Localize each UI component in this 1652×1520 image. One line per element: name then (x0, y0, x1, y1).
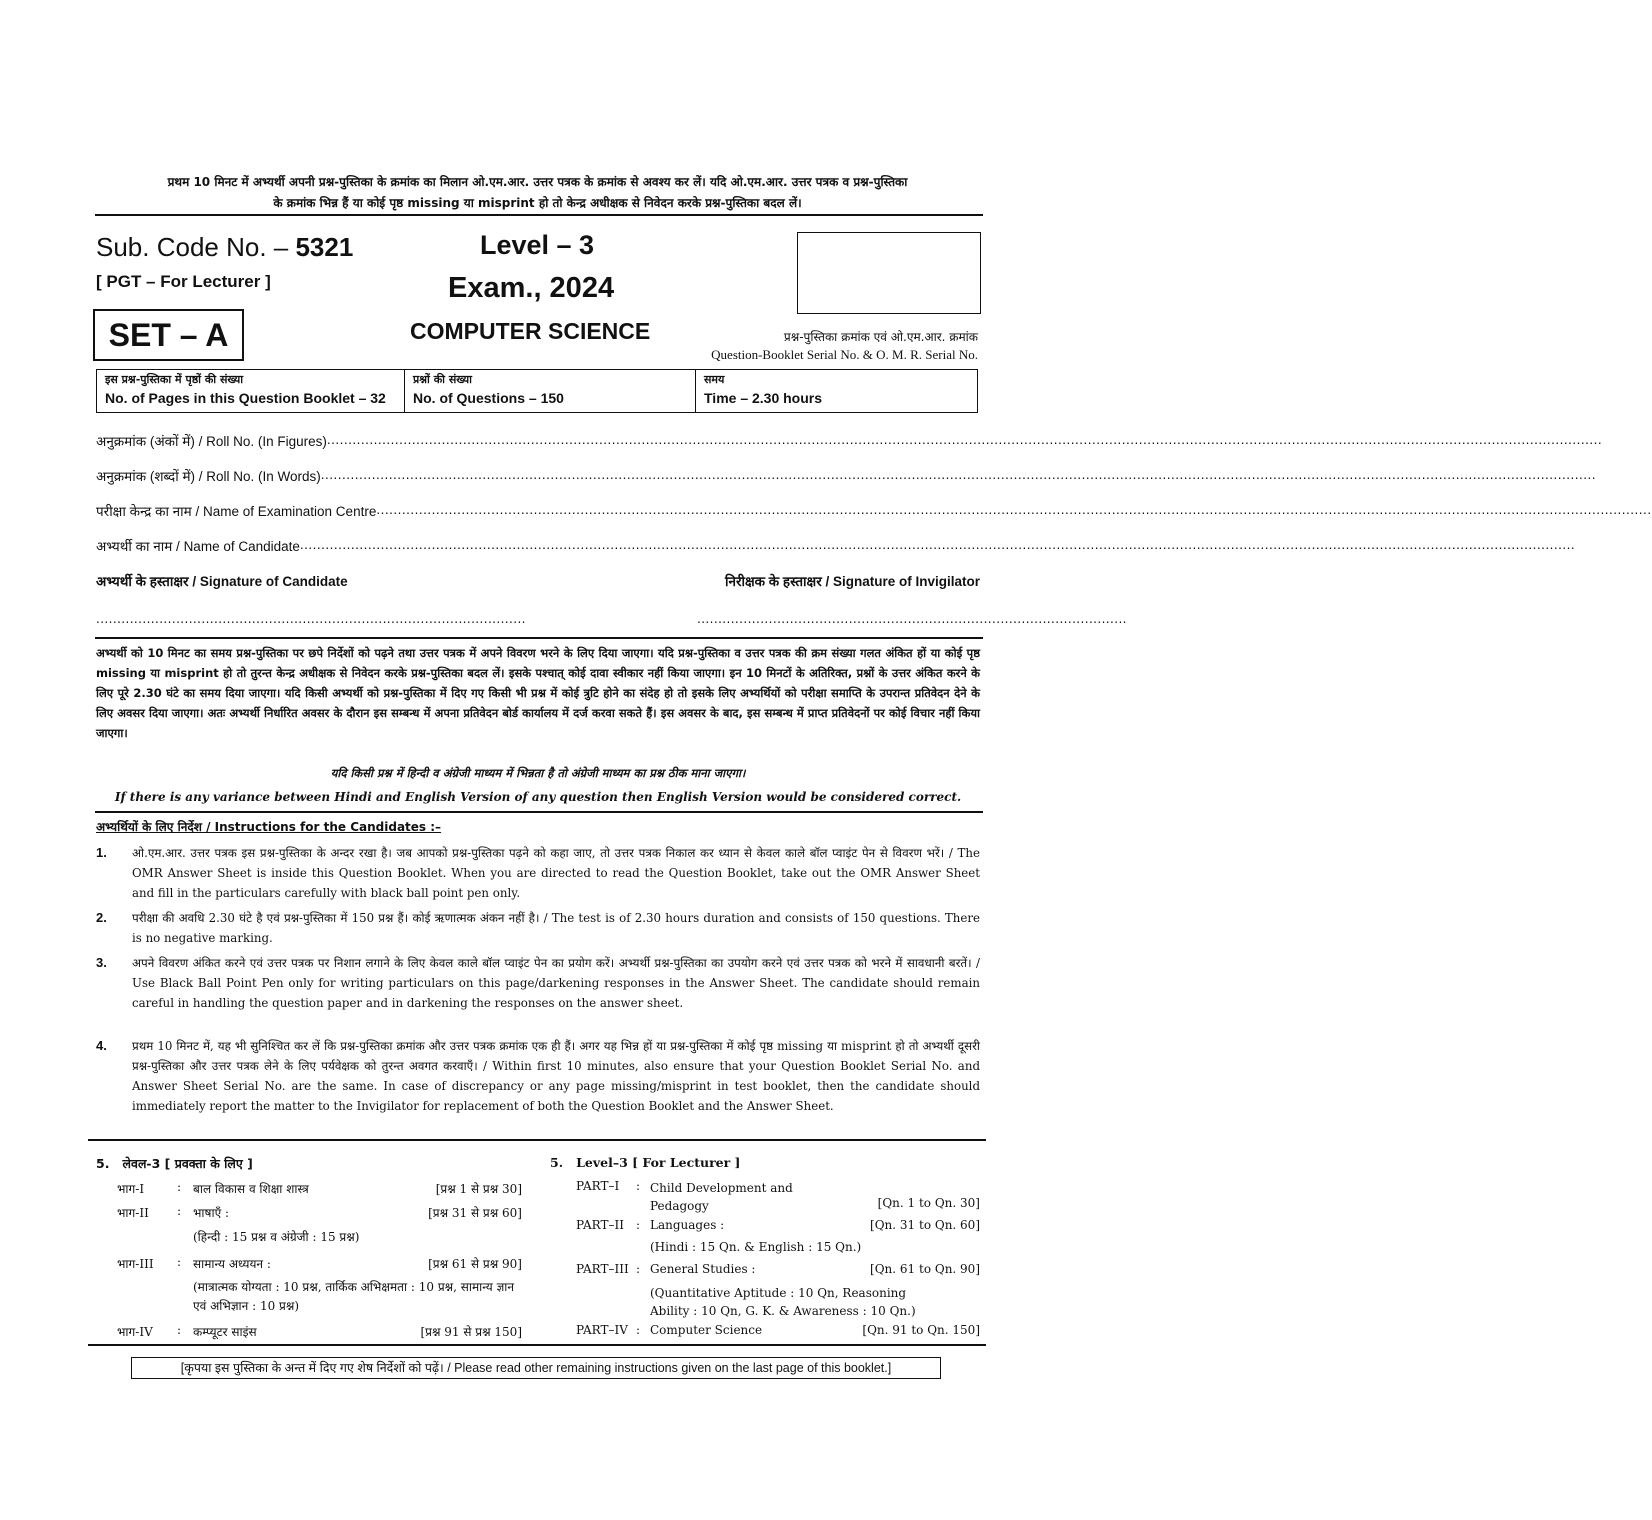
hi-part-colon: : (177, 1323, 182, 1337)
en-part4-name: Computer Science (650, 1323, 763, 1337)
section5-english-heading: Level–3 [ For Lecturer ] (576, 1155, 741, 1170)
candidate-signature-line[interactable]: ...................................................................................................... (96, 612, 526, 626)
booklet-info-table (96, 369, 978, 413)
pages-cell (97, 370, 405, 412)
en-part-colon: : (636, 1262, 641, 1276)
instruction-number: 3. (96, 955, 107, 970)
set-badge: SET – A (93, 309, 244, 361)
questions-label-hindi: प्रश्नों की संख्या (413, 373, 472, 386)
candidate-signature-label (96, 572, 348, 590)
instruction-item (96, 1036, 980, 1116)
hi-part4-range: [प्रश्न 91 से प्रश्न 150] (420, 1325, 522, 1339)
subject-title: COMPUTER SCIENCE (410, 318, 651, 344)
hi-part2-sub: (हिन्दी : 15 प्रश्न व अंग्रेजी : 15 प्रश्न) (193, 1230, 360, 1244)
en-part3-range: [Qn. 61 to Qn. 90] (870, 1262, 980, 1276)
footer-note: [कृपया इस पुस्तिका के अन्त में दिए गए शेष निर्देशों को पढ़ें। / Please read other remaining instructions given on the last page of this booklet.] (131, 1357, 941, 1379)
instructions-heading (96, 818, 441, 835)
instruction-text: प्रथम 10 मिनट में, यह भी सुनिश्चित कर लें कि प्रश्न-पुस्तिका क्रमांक और उत्तर पत्रक क्रमांक एक ही हैं। अगर यह भिन्न हों या प्रश्न-पुस्तिका में कोई पृष्ठ missing या misprint हो तो अभ्यर्थी दूसरी प्रश्न-पुस्तिका और उत्तर पत्रक लेने के लिए पर्यवेक्षक को तुरन्त अवगत करवाएँ। / Within first 10 minutes, also ensure that your Question Booklet Serial No. and Answer Sheet Serial No. are the same. In case of discrepancy or any page missing/misprint in test booklet, then the candidate should immediately report the matter to the Invigilator for replacement of both the Question Booklet and the Answer Sheet. (132, 1039, 980, 1113)
serial-label-english: Question-Booklet Serial No. & O. M. R. Serial No. (711, 347, 978, 362)
mid-divider (95, 637, 983, 639)
variance-note-hindi: यदि किसी प्रश्न में हिन्दी व अंग्रेजी माध्यम में भिन्नता है तो अंग्रेजी माध्यम का प्रश्न ठीक माना जाएगा। (330, 766, 746, 780)
en-part3-name: General Studies : (650, 1262, 756, 1276)
en-part1-name: Child Development and Pedagogy (650, 1181, 793, 1213)
sub-code-value: 5321 (295, 232, 354, 262)
centre-field[interactable] (96, 502, 1652, 520)
pages-label-hindi: इस प्रश्न-पुस्तिका में पृष्ठों की संख्या (105, 373, 244, 386)
hi-part-colon: : (177, 1180, 182, 1194)
hi-part1-name: बाल विकास व शिक्षा शास्त्र (193, 1182, 309, 1196)
section5-english-number: 5. (550, 1155, 564, 1170)
top-notice (95, 172, 980, 214)
hi-part-colon: : (177, 1204, 182, 1218)
invigilator-signature-hi: निरीक्षक के हस्ताक्षर (724, 574, 822, 589)
en-part4-range: [Qn. 91 to Qn. 150] (862, 1323, 980, 1337)
time-label-hindi: समय (704, 373, 725, 386)
en-part1-range: [Qn. 1 to Qn. 30] (877, 1196, 980, 1210)
en-part2-name: Languages : (650, 1218, 725, 1232)
top-divider (95, 214, 983, 216)
hi-part4-name: कम्प्यूटर साइंस (193, 1325, 257, 1339)
instruction-text: अपने विवरण अंकित करने एवं उत्तर पत्रक पर निशान लगाने के लिए केवल काले बॉल प्वाइंट पेन का प्रयोग करें। अभ्यर्थी प्रश्न-पुस्तिका का उपयोग करने एवं उत्तर पत्रक को भरने में सावधानी बरतें। / Use Black Ball Point Pen only for writing particulars on this page/darkening responses in the Answer Sheet. The candidate should remain careful in handling the question paper and in darkening the responses on the answer sheet. (132, 956, 980, 1010)
serial-label-hindi: प्रश्न-पुस्तिका क्रमांक एवं ओ.एम.आर. क्रमांक (783, 330, 978, 344)
roll-words-label: अनुक्रमांक (शब्दों में) / Roll No. (In Words) (96, 469, 321, 484)
section5-hindi-title (96, 1155, 253, 1172)
roll-figures-field[interactable] (96, 432, 1603, 450)
top-notice-line2: के क्रमांक भिन्न हैं या कोई पृष्ठ missing या misprint हो तो केन्द्र अधीक्षक से निवेदन करके प्रश्न-पुस्तिका बदल लें। (273, 196, 802, 210)
roll-words-dots[interactable]: ............................................................................................................................................................................................................................................................................................................ (320, 467, 1597, 482)
time-label-english: Time – 2.30 hours (704, 390, 823, 406)
candidate-name-label: अभ्यर्थी का नाम / Name of Candidate (96, 539, 300, 554)
hi-part3-name: सामान्य अध्ययन : (193, 1257, 271, 1271)
en-part1-label: PART–I (576, 1179, 620, 1193)
roll-words-field[interactable] (96, 467, 1597, 485)
hi-part3-range: [प्रश्न 61 से प्रश्न 90] (428, 1257, 522, 1271)
section-divider-bottom (88, 1344, 986, 1346)
en-part2-sub: (Hindi : 15 Qn. & English : 15 Qn.) (650, 1240, 862, 1254)
hi-part2-label: भाग-II (117, 1206, 149, 1220)
en-part3-label: PART–III (576, 1262, 629, 1276)
variance-note-english: If there is any variance between Hindi and English Version of any question then English Version would be considered correct. (114, 790, 962, 804)
instruction-number: 2. (96, 910, 107, 925)
roll-figures-dots[interactable]: ............................................................................................................................................................................................................................................................................................................ (326, 432, 1603, 447)
hi-part2-name: भाषाएँ : (193, 1206, 230, 1220)
main-instruction-paragraph: अभ्यर्थी को 10 मिनट का समय प्रश्न-पुस्तिका पर छपे निर्देशों को पढ़ने तथा उत्तर पत्रक में अपने विवरण भरने के लिए दिया जाएगा। यदि प्रश्न-पुस्तिका व उत्तर पत्रक की क्रम संख्या गलत अंकित हों या कोई पृष्ठ missing या misprint हो तो तुरन्त केन्द्र अधीक्षक से निवेदन करके प्रश्न-पुस्तिका बदल लें। इसके पश्चात् कोई दावा स्वीकार नहीं किया जाएगा। इन 10 मिनटों के अतिरिक्त, प्रश्नों के उत्तर अंकित करने के लिए पूरे 2.30 घंटे का समय दिया जाएगा। यदि किसी अभ्यर्थी को प्रश्न-पुस्तिका में दिए गए किसी भी प्रश्न में कोई त्रुटि होने का संदेह हो तो इसके लिए अभ्यर्थियों को परीक्षा समाप्ति के उपरान्त प्रतिवेदन देने के लिए अवसर दिया जाएगा। अतः अभ्यर्थी निर्धारित अवसर के दौरान इस सम्बन्ध में अपना प्रतिवेदन बोर्ड कार्यालय में दर्ज करवा सकते हैं। इस अवसर के बाद, इस सम्बन्ध में प्राप्त प्रतिवेदनों पर कोई विचार नहीं किया जाएगा। (96, 646, 980, 740)
instruction-item (96, 953, 980, 1013)
instruction-number: 1. (96, 845, 107, 860)
section5-hindi-heading: लेवल-3 [ प्रवक्ता के लिए ] (122, 1156, 253, 1171)
instruction-item (96, 843, 980, 903)
hi-part2-range: [प्रश्न 31 से प्रश्न 60] (428, 1206, 522, 1220)
invigilator-signature-line[interactable]: ...................................................................................................... (697, 612, 1127, 626)
invigilator-signature-en: / Signature of Invigilator (821, 574, 980, 589)
level-title: Level – 3 (480, 230, 595, 260)
questions-cell (405, 370, 696, 412)
section-divider-top (88, 1139, 986, 1141)
en-part-colon: : (636, 1218, 641, 1232)
en-part-colon: : (636, 1179, 641, 1193)
top-notice-line1: प्रथम 10 मिनट में अभ्यर्थी अपनी प्रश्न-पुस्तिका के क्रमांक का मिलान ओ.एम.आर. उत्तर पत्रक के क्रमांक से अवश्य कर लें। यदि ओ.एम.आर. उत्तर पत्रक व प्रश्न-पुस्तिका (167, 175, 908, 189)
variance-divider (95, 811, 983, 813)
invigilator-signature-label (725, 572, 980, 590)
hi-part1-range: [प्रश्न 1 से प्रश्न 30] (435, 1182, 522, 1196)
questions-label-english: No. of Questions – 150 (413, 390, 564, 406)
instruction-item (96, 908, 980, 948)
candidate-signature-hi: अभ्यर्थी के हस्ताक्षर (96, 574, 189, 589)
centre-label: परीक्षा केन्द्र का नाम / Name of Examination Centre (96, 504, 377, 519)
hi-part-colon: : (177, 1255, 182, 1269)
instruction-text: ओ.एम.आर. उत्तर पत्रक इस प्रश्न-पुस्तिका के अन्दर रखा है। जब आपको प्रश्न-पुस्तिका पढ़ने को कहा जाए, तो उत्तर पत्रक निकाल कर ध्यान से केवल काले बॉल प्वाइंट पेन से विवरण भरें। / The OMR Answer Sheet is inside this Question Booklet. When you are directed to read the Question Booklet, take out the OMR Answer Sheet and fill in the particulars carefully with black ball point pen only. (132, 846, 980, 900)
hi-part3-sub: (मात्रात्मक योग्यता : 10 प्रश्न, तार्किक अभिक्षमता : 10 प्रश्न, सामान्य ज्ञान एवं अभिज्ञान : 10 प्रश्न) (193, 1280, 515, 1313)
time-cell (696, 370, 977, 412)
serial-number-box[interactable] (797, 232, 981, 314)
roll-figures-label: अनुक्रमांक (अंकों में) / Roll No. (In Figures) (96, 434, 327, 449)
en-part2-label: PART–II (576, 1218, 624, 1232)
en-part2-range: [Qn. 31 to Qn. 60] (870, 1218, 980, 1232)
instructions-heading-text: अभ्यर्थियों के लिए निर्देश / Instructions for the Candidates :– (96, 820, 442, 834)
post-name: [ PGT – For Lecturer ] (96, 272, 271, 291)
candidate-signature-en: / Signature of Candidate (188, 574, 348, 589)
sub-code (96, 232, 353, 263)
centre-dots[interactable]: ............................................................................................................................................................................................................................................................................................................ (376, 502, 1652, 517)
en-part-colon: : (636, 1323, 641, 1337)
instruction-number: 4. (96, 1038, 107, 1053)
candidate-name-dots[interactable]: ............................................................................................................................................................................................................................................................................................................ (299, 537, 1576, 552)
hi-part3-label: भाग-III (117, 1257, 154, 1271)
en-part4-label: PART–IV (576, 1323, 628, 1337)
hi-part4-label: भाग-IV (117, 1325, 153, 1339)
section5-hindi-number: 5. (96, 1156, 110, 1171)
sub-code-label: Sub. Code No. – (96, 232, 289, 262)
exam-title: Exam., 2024 (448, 272, 615, 304)
candidate-name-field[interactable] (96, 537, 1576, 555)
section5-english-title (550, 1155, 740, 1170)
pages-label-english: No. of Pages in this Question Booklet – 32 (105, 390, 386, 406)
hi-part1-label: भाग-I (117, 1182, 145, 1196)
instruction-text: परीक्षा की अवधि 2.30 घंटे है एवं प्रश्न-पुस्तिका में 150 प्रश्न हैं। कोई ऋणात्मक अंकन नहीं है। / The test is of 2.30 hours duration and consists of 150 questions. There is no negative marking. (132, 911, 980, 945)
en-part3-sub: (Quantitative Aptitude : 10 Qn, Reasoning Ability : 10 Qn, G. K. & Awareness : 10 Qn.) (650, 1286, 916, 1318)
